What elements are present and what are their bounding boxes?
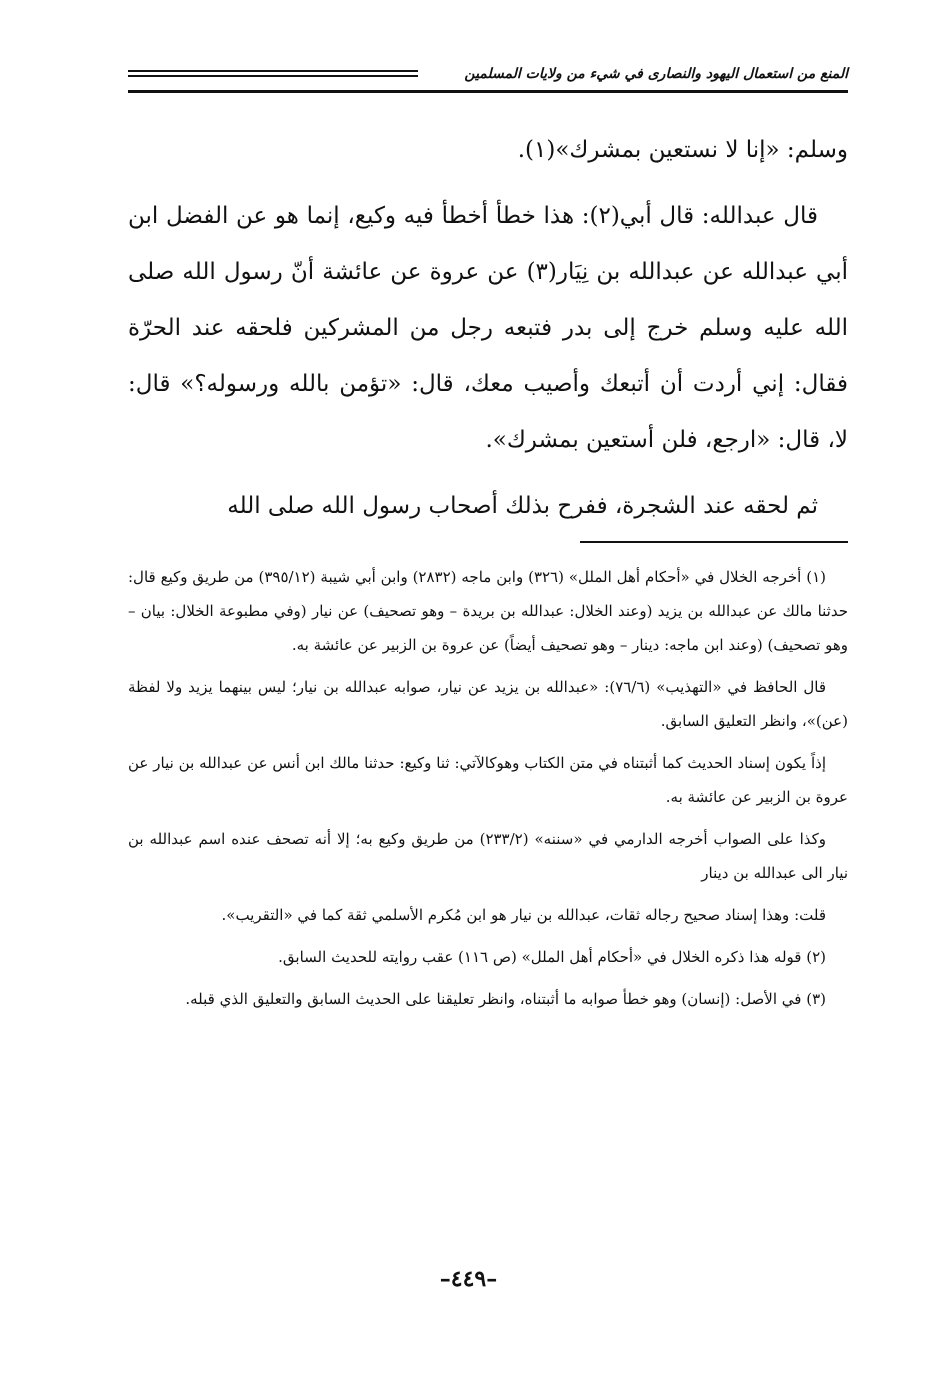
footnote: قال الحافظ في «التهذيب» (٧٦/٦): «عبدالله بن يزيد عن نيار، صوابه عبدالله بن نيار؛ ليس بينهما يزيد ولا لفظة (عن)»، وانظر التعليق السابق. [128,678,848,730]
footnote: (٢) قوله هذا ذكره الخلال في «أحكام أهل الملل» (ص ١١٦) عقب روايته للحديث السابق. [278,948,826,966]
footnote: وكذا على الصواب أخرجه الدارمي في «سننه» (٢٣٣/٢) من طريق وكيع به؛ إلا أنه تصحف عنده اسم عبدالله بن نيار الى عبدالله بن دينار [128,830,848,882]
page-number: –٤٤٩– [439,1266,498,1292]
running-title: المنع من استعمال اليهود والنصارى في شيء من ولايات المسلمين [464,66,848,82]
header-ornament-rules [128,70,418,80]
main-text [128,122,848,534]
footnote: (١) أخرجه الخلال في «أحكام أهل الملل» (٣٢٦) وابن ماجه (٢٨٣٢) وابن أبي شيبة (٣٩٥/١٢) من طريق وكيع قال: حدثنا مالك عن عبدالله بن يزيد (وعند الخلال: عبدالله بن بريدة – وهو تصحيف) عن نيار (وفي مطبوعة الخلال: بيان – وهو تصحيف) (وعند ابن ماجه: دينار – وهو تصحيف أيضاً) عن عروة بن الزبير عن عائشة به. [128,568,848,654]
main-paragraph: وسلم: «إنا لا نستعين بمشرك»(١). [517,137,848,163]
footnotes [128,560,848,1024]
footnote: إذاً يكون إسناد الحديث كما أثبتناه في متن الكتاب وهوكالآتي: ثنا وكيع: حدثنا مالك ابن أنس عن عبدالله بن نيار عن عروة بن الزبير عن عائشة به. [128,754,848,806]
main-paragraph: قال عبدالله: قال أبي(٢): هذا خطأ أخطأ فيه وكيع، إنما هو عن الفضل ابن أبي عبدالله عن عبدالله بن نِيَار(٣) عن عروة عن عائشة أنّ رسول الله صلى الله عليه وسلم خرج إلى بدر فتبعه رجل من المشركين فلحقه عند الحرّة فقال: إني أردت أن أتبعك وأصيب معك، قال: «تؤمن بالله ورسوله؟» قال: لا، قال: «ارجع، فلن أستعين بمشرك». [128,203,849,453]
footnote: (٣) في الأصل: (إنسان) وهو خطأ صوابه ما أثبتناه، وانظر تعليقنا على الحديث السابق والتعليق الذي قبله. [185,990,826,1008]
footnote: قلت: وهذا إسناد صحيح رجاله ثقات، عبدالله بن نيار هو ابن مُكرم الأسلمي ثقة كما في «التقريب». [221,906,826,924]
running-header [128,62,848,92]
header-rule [128,90,848,93]
main-paragraph: ثم لحقه عند الشجرة، ففرح بذلك أصحاب رسول الله صلى الله [227,493,818,519]
footnote-separator [580,541,848,543]
